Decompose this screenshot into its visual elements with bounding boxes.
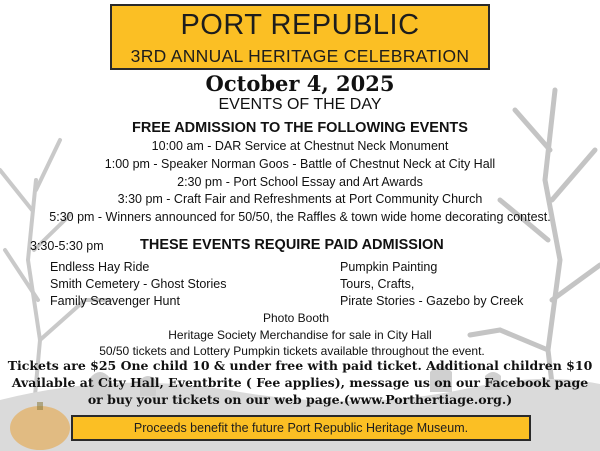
paid-event-item: Tours, Crafts, (340, 277, 415, 291)
event-title: PORT REPUBLIC (180, 9, 420, 41)
events-heading: EVENTS OF THE DAY (218, 96, 382, 113)
title-banner (110, 4, 490, 70)
paid-event-item: Smith Cemetery - Ghost Stories (50, 277, 227, 291)
paid-events-left-column (50, 260, 226, 311)
footer-banner: Proceeds benefit the future Port Republic Heritage Museum. (71, 415, 531, 441)
ticket-website-line: or buy your tickets on our web page.(www.Porthertiage.org.) (87, 392, 513, 407)
paid-event-item: Pirate Stories - Gazebo by Creek (340, 294, 524, 308)
ticket-purchase-line: Available at City Hall, Eventbrite ( Fee applies), message us on our Facebook page (11, 375, 589, 390)
paid-admission-heading: THESE EVENTS REQUIRE PAID ADMISSION (140, 237, 444, 253)
event-date: October 4, 2025 (205, 71, 395, 96)
merchandise-note: Heritage Society Merchandise for sale in City Hall (168, 328, 432, 342)
paid-events-right-column (340, 260, 523, 311)
free-event-item: 5:30 pm - Winners announced for 50/50, the Raffles & town wide home decorating contest. (49, 210, 551, 224)
paid-event-item: Pumpkin Painting (340, 260, 438, 274)
free-admission-heading: FREE ADMISSION TO THE FOLLOWING EVENTS (132, 120, 468, 136)
free-event-item: 10:00 am - DAR Service at Chestnut Neck Monument (151, 139, 449, 153)
photo-booth-item: Photo Booth (262, 311, 330, 325)
event-subtitle: 3RD ANNUAL HERITAGE CELEBRATION (130, 46, 470, 66)
paid-event-item: Endless Hay Ride (50, 260, 150, 274)
ticket-price-line: Tickets are $25 One child 10 & under free with paid ticket. Additional children $10 (7, 358, 593, 373)
free-event-item: 3:30 pm - Craft Fair and Refreshments at Port Community Church (117, 192, 483, 206)
free-event-item: 2:30 pm - Port School Essay and Art Awards (177, 175, 423, 189)
paid-events-time: 3:30-5:30 pm (30, 239, 104, 253)
paid-event-item: Family Scavenger Hunt (50, 294, 180, 308)
tickets-availability-note: 50/50 tickets and Lottery Pumpkin tickets available throughout the event. (99, 344, 485, 358)
free-event-item: 1:00 pm - Speaker Norman Goos - Battle of Chestnut Neck at City Hall (104, 157, 496, 171)
